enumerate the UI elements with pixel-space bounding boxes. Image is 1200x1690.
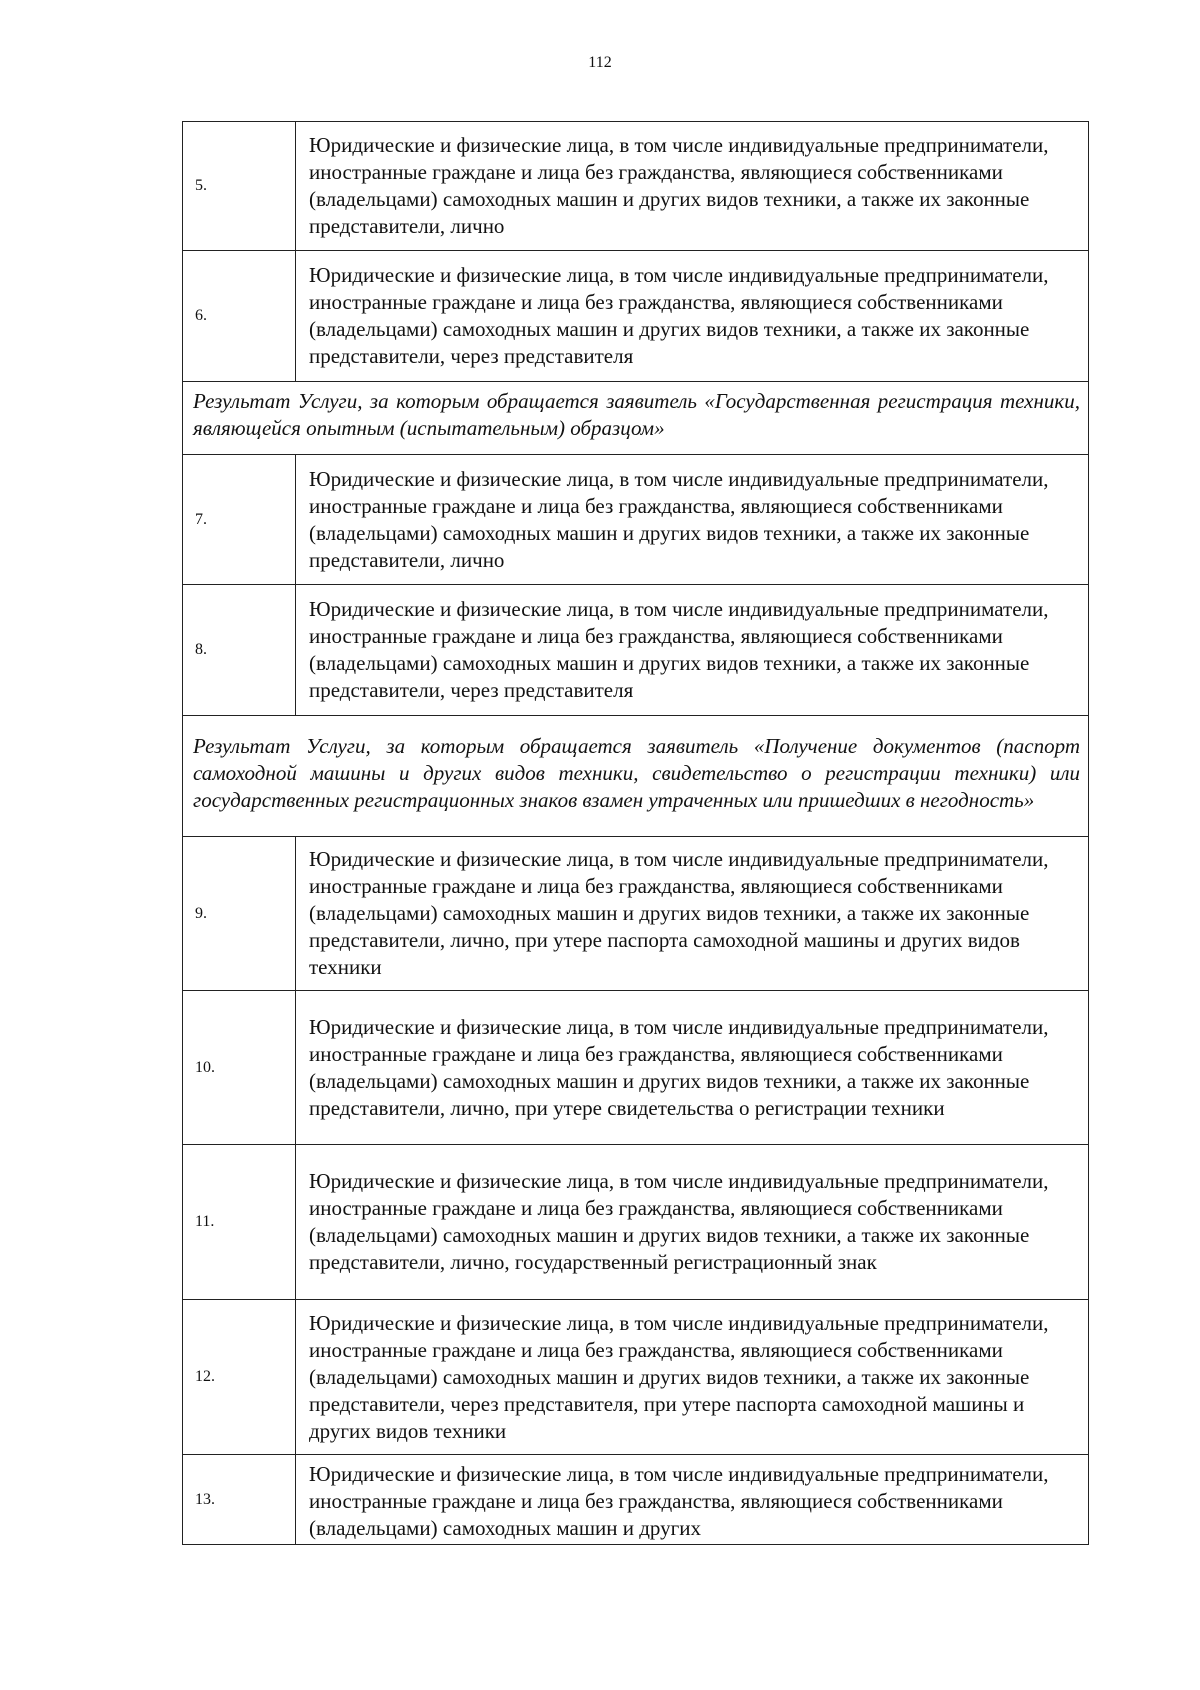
table-row <box>183 455 1089 585</box>
applicant-description: Юридические и физические лица, в том числе индивидуальные предприниматели, иностранные граждане и лица без гражданства, являющиеся собственниками (владельцами) самоходных машин и других видов техники, а также их законные представители, лично, при утере паспорта самоходной машины и других видов техники <box>296 837 1089 991</box>
table-row <box>183 1145 1089 1300</box>
row-number: 10. <box>183 991 296 1145</box>
row-number: 12. <box>183 1300 296 1455</box>
table-row <box>183 122 1089 251</box>
table-row <box>183 1300 1089 1455</box>
result-header-row <box>183 382 1089 455</box>
applicant-description: Юридические и физические лица, в том числе индивидуальные предприниматели, иностранные граждане и лица без гражданства, являющиеся собственниками (владельцами) самоходных машин и других видов техники, а также их законные представители, лично, государственный регистрационный знак <box>296 1145 1089 1300</box>
service-result-heading: Результат Услуги, за которым обращается заявитель «Получение документов (паспорт самоходной машины и других видов техники, свидетельство о регистрации техники) или государственных регистрационных знаков взамен утраченных или пришедших в негодность» <box>183 716 1089 837</box>
table-row <box>183 251 1089 382</box>
table-row <box>183 1455 1089 1545</box>
applicant-description: Юридические и физические лица, в том числе индивидуальные предприниматели, иностранные граждане и лица без гражданства, являющиеся собственниками (владельцами) самоходных машин и других видов техники, а также их законные представители, через представителя <box>296 585 1089 716</box>
page-number: 112 <box>588 54 612 71</box>
applicant-description: Юридические и физические лица, в том числе индивидуальные предприниматели, иностранные граждане и лица без гражданства, являющиеся собственниками (владельцами) самоходных машин и других видов техники, а также их законные представители, через представителя, при утере паспорта самоходной машины и других видов техники <box>296 1300 1089 1455</box>
result-header-row <box>183 716 1089 837</box>
table-row <box>183 837 1089 991</box>
applicant-description: Юридические и физические лица, в том числе индивидуальные предприниматели, иностранные граждане и лица без гражданства, являющиеся собственниками (владельцами) самоходных машин и других видов техники, а также их законные представители, лично <box>296 122 1089 251</box>
row-number: 5. <box>183 122 296 251</box>
applicant-description: Юридические и физические лица, в том числе индивидуальные предприниматели, иностранные граждане и лица без гражданства, являющиеся собственниками (владельцами) самоходных машин и других видов техники, а также их законные представители, через представителя <box>296 251 1089 382</box>
applicants-table <box>182 121 1089 1545</box>
applicant-description: Юридические и физические лица, в том числе индивидуальные предприниматели, иностранные граждане и лица без гражданства, являющиеся собственниками (владельцами) самоходных машин и других видов техники, а также их законные представители, лично <box>296 455 1089 585</box>
row-number: 7. <box>183 455 296 585</box>
service-result-heading: Результат Услуги, за которым обращается заявитель «Государственная регистрация техники, являющейся опытным (испытательным) образцом» <box>183 382 1089 455</box>
table-row <box>183 585 1089 716</box>
row-number: 8. <box>183 585 296 716</box>
applicant-description: Юридические и физические лица, в том числе индивидуальные предприниматели, иностранные граждане и лица без гражданства, являющиеся собственниками (владельцами) самоходных машин и других видов техники, а также их законные представители, лично, при утере свидетельства о регистрации техники <box>296 991 1089 1145</box>
row-number: 6. <box>183 251 296 382</box>
row-number: 13. <box>183 1455 296 1545</box>
table-row <box>183 991 1089 1145</box>
applicant-description: Юридические и физические лица, в том числе индивидуальные предприниматели, иностранные граждане и лица без гражданства, являющиеся собственниками (владельцами) самоходных машин и других <box>296 1455 1089 1545</box>
row-number: 11. <box>183 1145 296 1300</box>
row-number: 9. <box>183 837 296 991</box>
